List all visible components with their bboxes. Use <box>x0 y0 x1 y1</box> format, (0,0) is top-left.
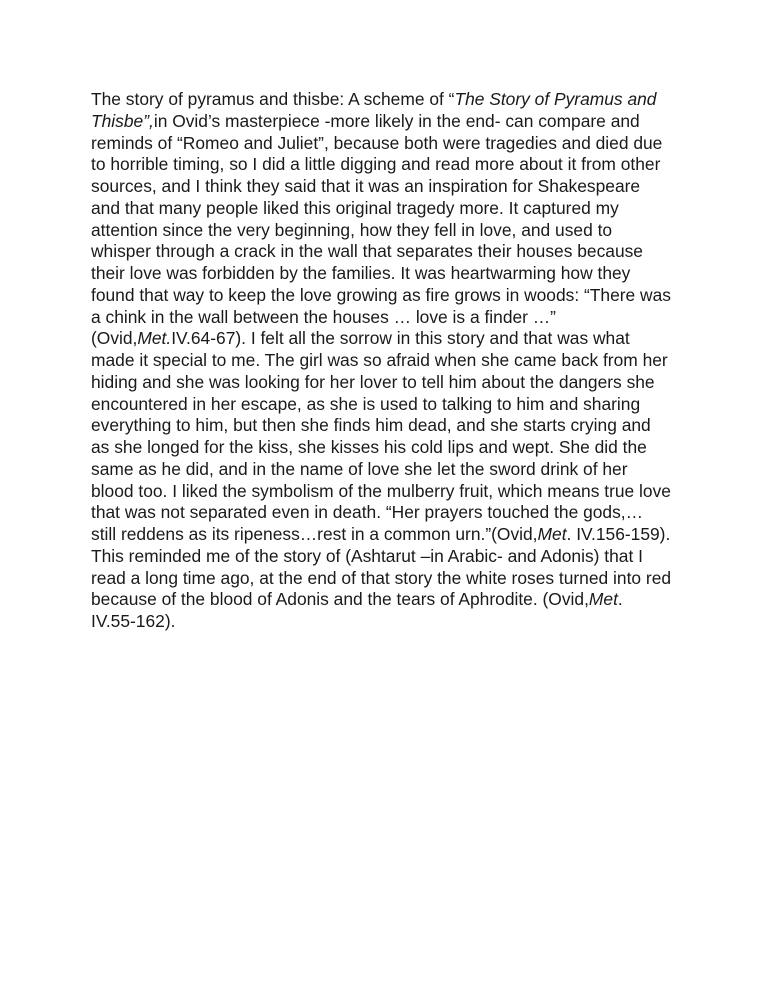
body-paragraph <box>91 89 691 633</box>
text-run: IV.55-162). <box>91 611 176 631</box>
text-line <box>91 524 691 546</box>
text-run: reminds of “Romeo and Juliet”, because both were tragedies and died due <box>91 132 663 153</box>
text-line <box>91 546 691 568</box>
text-line <box>91 502 691 524</box>
text-line <box>91 307 691 329</box>
text-run: to horrible timing, so I did a little digging and read more about it from other <box>91 154 661 175</box>
text-line <box>91 241 691 263</box>
text-run: . IV.156-159). <box>566 524 671 544</box>
text-line <box>91 89 691 111</box>
text-line <box>91 459 691 481</box>
text-line <box>91 198 691 220</box>
italic-text-run: Met <box>588 589 618 610</box>
text-line <box>91 350 691 372</box>
text-run: made it special to me. The girl was so afraid when she came back from her <box>91 350 668 370</box>
text-run: (Ovid, <box>91 328 138 349</box>
text-line <box>91 394 691 416</box>
text-line <box>91 611 691 633</box>
text-run: encountered in her escape, as she is used to talking to him and sharing <box>91 393 641 414</box>
italic-text-run: Met <box>537 524 567 544</box>
text-run: that was not separated even in death. “Her prayers touched the gods,… <box>91 502 643 523</box>
text-line <box>91 220 691 242</box>
text-run: as she longed for the kiss, she kisses his cold lips and wept. She did the <box>91 437 647 457</box>
text-run: read a long time ago, at the end of that story the white roses turned into red <box>91 567 672 588</box>
text-line <box>91 328 691 350</box>
text-line <box>91 111 691 133</box>
text-run: because of the blood of Adonis and the tears of Aphrodite. (Ovid, <box>91 589 589 610</box>
text-line <box>91 415 691 437</box>
text-run: and that many people liked this original tragedy more. It captured my <box>91 197 619 218</box>
italic-text-run: Met. <box>137 328 172 349</box>
text-run: whisper through a crack in the wall that separates their houses because <box>91 241 643 262</box>
italic-text-run: The Story of Pyramus and <box>454 89 657 109</box>
text-line <box>91 589 691 611</box>
text-run: still reddens as its ripeness…rest in a common urn.”(Ovid, <box>91 524 538 544</box>
text-run: their love was forbidden by the families. It was heartwarming how they <box>91 263 631 283</box>
text-line <box>91 133 691 155</box>
text-run: a chink in the wall between the houses … love is a finder …” <box>91 306 556 327</box>
text-run: hiding and she was looking for her lover to tell him about the dangers she <box>91 371 655 392</box>
text-line <box>91 437 691 459</box>
text-run: This reminded me of the story of (Ashtarut –in Arabic- and Adonis) that I <box>91 545 643 566</box>
text-run: sources, and I think they said that it was an inspiration for Shakespeare <box>91 176 641 196</box>
text-run: found that way to keep the love growing as fire grows in woods: “There was <box>91 284 671 305</box>
text-run: in Ovid’s masterpiece -more likely in the end- can compare and <box>153 110 640 131</box>
text-line <box>91 372 691 394</box>
text-run: IV.64-67). I felt all the sorrow in this story and that was what <box>171 328 630 349</box>
text-run: blood too. I liked the symbolism of the mulberry fruit, which means true love <box>91 480 671 501</box>
italic-text-run: Thisbe”, <box>91 110 154 131</box>
text-run: same as he did, and in the name of love she let the sword drink of her <box>91 458 628 479</box>
text-line <box>91 176 691 198</box>
text-run: attention since the very beginning, how they fell in love, and used to <box>91 219 613 240</box>
text-line <box>91 481 691 503</box>
text-line <box>91 154 691 176</box>
text-run: The story of pyramus and thisbe: A scheme of “ <box>91 89 455 109</box>
text-line <box>91 568 691 590</box>
text-line <box>91 263 691 285</box>
text-run: everything to him, but then she finds him dead, and she starts crying and <box>91 415 651 436</box>
text-run: . <box>617 589 623 610</box>
text-line <box>91 285 691 307</box>
